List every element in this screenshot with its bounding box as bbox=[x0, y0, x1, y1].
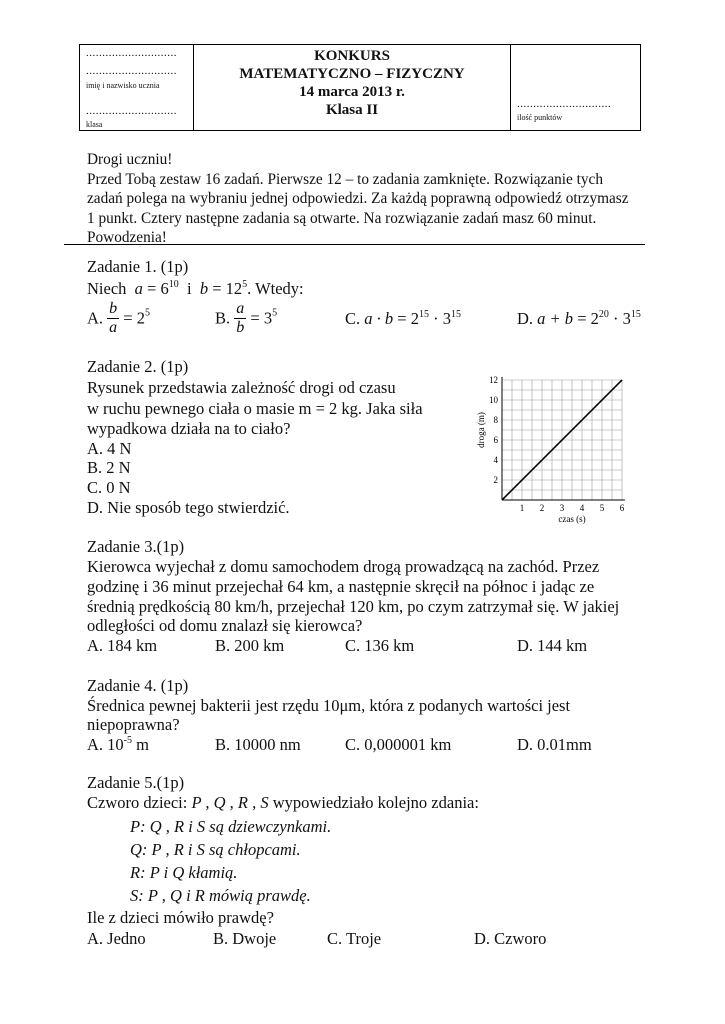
task1-a-fraction bbox=[107, 300, 119, 337]
task1-b-label: B. bbox=[215, 308, 231, 328]
task5-option-c: C. Troje bbox=[327, 929, 382, 948]
task5-option-d: D. Czworo bbox=[474, 929, 547, 948]
task1-b-rhs-exp: 5 bbox=[272, 307, 278, 319]
x-tick-label: 4 bbox=[579, 503, 585, 513]
task4-a-unit: m bbox=[132, 735, 149, 754]
task2-line-3: wypadkowa działa na to ciało? bbox=[87, 419, 291, 438]
distance-time-graph bbox=[470, 360, 635, 530]
task3-option-c: C. 136 km bbox=[345, 636, 415, 655]
task5-question: Ile z dzieci mówiło prawdę? bbox=[87, 908, 274, 927]
task1-statement bbox=[87, 279, 304, 299]
task1-c-rhs2: · 3 bbox=[433, 309, 451, 328]
intro-line-2: Przed Tobą zestaw 16 zadań. Pierwsze 12 – to zadania zamknięte. Rozwiązanie tych bbox=[87, 170, 603, 188]
task1-a-den: a bbox=[109, 319, 118, 336]
task1-a-num: b bbox=[109, 300, 118, 317]
task5-s1-text: : Q , R i S są dziewczynkami. bbox=[140, 817, 332, 836]
task5-s4-who: S bbox=[130, 886, 139, 905]
task1-b-num: a bbox=[236, 300, 245, 317]
task1-b-rhs: = 3 bbox=[250, 308, 273, 328]
task2-title: Zadanie 2. (1p) bbox=[87, 357, 189, 376]
task1-var-a: a bbox=[134, 279, 143, 298]
x-axis-label: czas (s) bbox=[558, 514, 586, 524]
intro-line-3: zadań polega na wybraniu jednej odpowiedzi. Za każdą poprawną odpowiedź otrzymasz bbox=[87, 190, 629, 208]
task1-b-base: = 12 bbox=[212, 279, 243, 298]
task5-statement-p bbox=[130, 817, 331, 837]
task3-line-4: odległości od domu znalazł się kierowca? bbox=[87, 616, 363, 635]
task2-option-d: D. Nie sposób tego stwierdzić. bbox=[87, 498, 290, 517]
task1-niech: Niech bbox=[87, 279, 127, 298]
y-tick-label: 6 bbox=[493, 435, 498, 445]
class-dots: ............................ bbox=[86, 105, 177, 117]
x-tick-label: 2 bbox=[539, 503, 545, 513]
task5-post: wypowiedziało kolejno zdania: bbox=[272, 793, 479, 812]
task3-option-d: D. 144 km bbox=[517, 636, 588, 655]
task2-line-2: w ruchu pewnego ciała o masie m = 2 kg. Jaka siła bbox=[87, 399, 423, 418]
task4-option-d: D. 0.01mm bbox=[517, 735, 592, 754]
task5-s3-who: R bbox=[130, 863, 141, 882]
task5-option-b: B. Dwoje bbox=[213, 929, 277, 948]
task5-s4-text: : P , Q i R mówią prawdę. bbox=[138, 886, 311, 905]
task3-title: Zadanie 3.(1p) bbox=[87, 537, 185, 556]
task4-option-b: B. 10000 nm bbox=[215, 735, 301, 754]
task4-line-2: niepoprawna? bbox=[87, 715, 180, 734]
intro-line-4: 1 punkt. Cztery następne zadania są otwarte. Na rozwiązanie zadań masz 60 minut. bbox=[87, 209, 597, 227]
title-line-3: 14 marca 2013 r. bbox=[299, 84, 405, 100]
task1-a-rhs-exp: 5 bbox=[144, 307, 150, 319]
intro-line-1: Drogi uczniu! bbox=[87, 151, 173, 168]
class-label: klasa bbox=[86, 120, 103, 129]
task1-c-expr: a · b bbox=[364, 309, 394, 328]
task1-a-base: = 6 bbox=[147, 279, 169, 298]
y-tick-label: 4 bbox=[493, 455, 498, 465]
name-dots-1: ............................ bbox=[86, 47, 177, 59]
task2-option-c: C. 0 N bbox=[87, 478, 131, 497]
intro-text bbox=[87, 150, 647, 248]
task1-c-exp1: 15 bbox=[418, 309, 429, 320]
task1-title: Zadanie 1. (1p) bbox=[87, 257, 189, 276]
contest-title bbox=[194, 47, 510, 119]
task1-then: . Wtedy: bbox=[247, 279, 304, 298]
task1-d-label: D. bbox=[517, 309, 534, 328]
task1-a-label: A. bbox=[87, 308, 104, 328]
task3-option-b: B. 200 km bbox=[215, 636, 285, 655]
points-cell bbox=[510, 45, 640, 130]
task5-statement-q bbox=[130, 840, 301, 860]
task1-d-rhs2: · 3 bbox=[613, 309, 631, 328]
task4-option-a bbox=[87, 735, 149, 755]
points-dots: ............................. bbox=[517, 98, 612, 110]
task5-s3-text: : P i Q kłamią. bbox=[140, 863, 238, 882]
y-tick-label: 12 bbox=[489, 375, 498, 385]
task4-a-exp: -5 bbox=[123, 735, 133, 746]
task1-option-d bbox=[517, 309, 641, 329]
name-label: imię i nazwisko ucznia bbox=[86, 81, 160, 90]
task5-line-1 bbox=[87, 793, 479, 813]
task4-title: Zadanie 4. (1p) bbox=[87, 676, 189, 695]
task3-line-1: Kierowca wyjechał z domu samochodem drogą prowadzącą na zachód. Przez bbox=[87, 557, 600, 576]
task1-c-label: C. bbox=[345, 309, 361, 328]
task1-c-exp2: 15 bbox=[450, 309, 461, 320]
name-dots-2: ............................ bbox=[86, 65, 177, 77]
task1-b-fraction bbox=[234, 300, 246, 337]
task5-statement-s bbox=[130, 886, 311, 906]
title-line-2: MATEMATYCZNO – FIZYCZNY bbox=[239, 66, 465, 82]
task5-vars: P , Q , R , S bbox=[191, 793, 269, 812]
x-tick-label: 3 bbox=[559, 503, 565, 513]
task1-option-a bbox=[87, 300, 150, 337]
task3-line-2: godzinę i 36 minut przejechał 64 km, a następnie skręcił na północ i jadąc ze bbox=[87, 577, 595, 596]
title-line-4: Klasa II bbox=[325, 102, 379, 118]
task1-c-rhs1: = 2 bbox=[397, 309, 419, 328]
task1-option-c bbox=[345, 309, 461, 329]
y-tick-label: 2 bbox=[493, 475, 498, 485]
task1-a-exp: 10 bbox=[168, 279, 179, 290]
task5-s1-who: P bbox=[130, 817, 141, 836]
task1-option-b bbox=[215, 300, 277, 337]
task1-d-expr: a + b bbox=[537, 309, 574, 328]
task5-s2-text: : P , R i S są chłopcami. bbox=[141, 840, 301, 859]
intro-line-5: Powodzenia! bbox=[87, 229, 167, 247]
task1-d-exp1: 20 bbox=[598, 309, 609, 320]
task2-option-a: A. 4 N bbox=[87, 439, 132, 458]
task5-statement-r bbox=[130, 863, 237, 883]
task5-option-a: A. Jedno bbox=[87, 929, 146, 948]
task2-option-b: B. 2 N bbox=[87, 458, 131, 477]
task5-title: Zadanie 5.(1p) bbox=[87, 773, 185, 792]
task1-d-rhs1: = 2 bbox=[577, 309, 599, 328]
task1-a-rhs: = 2 bbox=[123, 308, 145, 328]
task5-s2-who: Q bbox=[130, 840, 142, 859]
task1-b-den: b bbox=[236, 319, 245, 336]
x-tick-label: 6 bbox=[619, 503, 625, 513]
task1-d-exp2: 15 bbox=[630, 309, 641, 320]
task1-b-exp: 5 bbox=[242, 279, 248, 290]
x-tick-label: 1 bbox=[519, 503, 525, 513]
task2-line-1: Rysunek przedstawia zależność drogi od czasu bbox=[87, 378, 396, 397]
task3-line-3: średnią prędkością 80 km/h, przejechał 120 km, po czym zatrzymał się. W jakiej bbox=[87, 597, 620, 616]
student-info-cell bbox=[80, 45, 194, 130]
title-line-1: KONKURS bbox=[314, 48, 390, 64]
task4-line-1: Średnica pewnej bakterii jest rzędu 10μm, która z podanych wartości jest bbox=[87, 696, 571, 715]
task4-option-c: C. 0,000001 km bbox=[345, 735, 452, 754]
divider bbox=[64, 244, 645, 245]
points-label: ilość punktów bbox=[517, 113, 563, 122]
y-tick-label: 10 bbox=[489, 395, 498, 405]
header-table bbox=[79, 44, 641, 131]
task1-var-b: b bbox=[199, 279, 209, 298]
y-axis-label: droga (m) bbox=[476, 412, 486, 448]
task5-pre: Czworo dzieci: bbox=[87, 793, 188, 812]
task1-and: i bbox=[186, 279, 192, 298]
y-tick-label: 8 bbox=[493, 415, 498, 425]
x-tick-label: 5 bbox=[599, 503, 605, 513]
task3-option-a: A. 184 km bbox=[87, 636, 158, 655]
task4-a-base: A. 10 bbox=[87, 735, 124, 754]
